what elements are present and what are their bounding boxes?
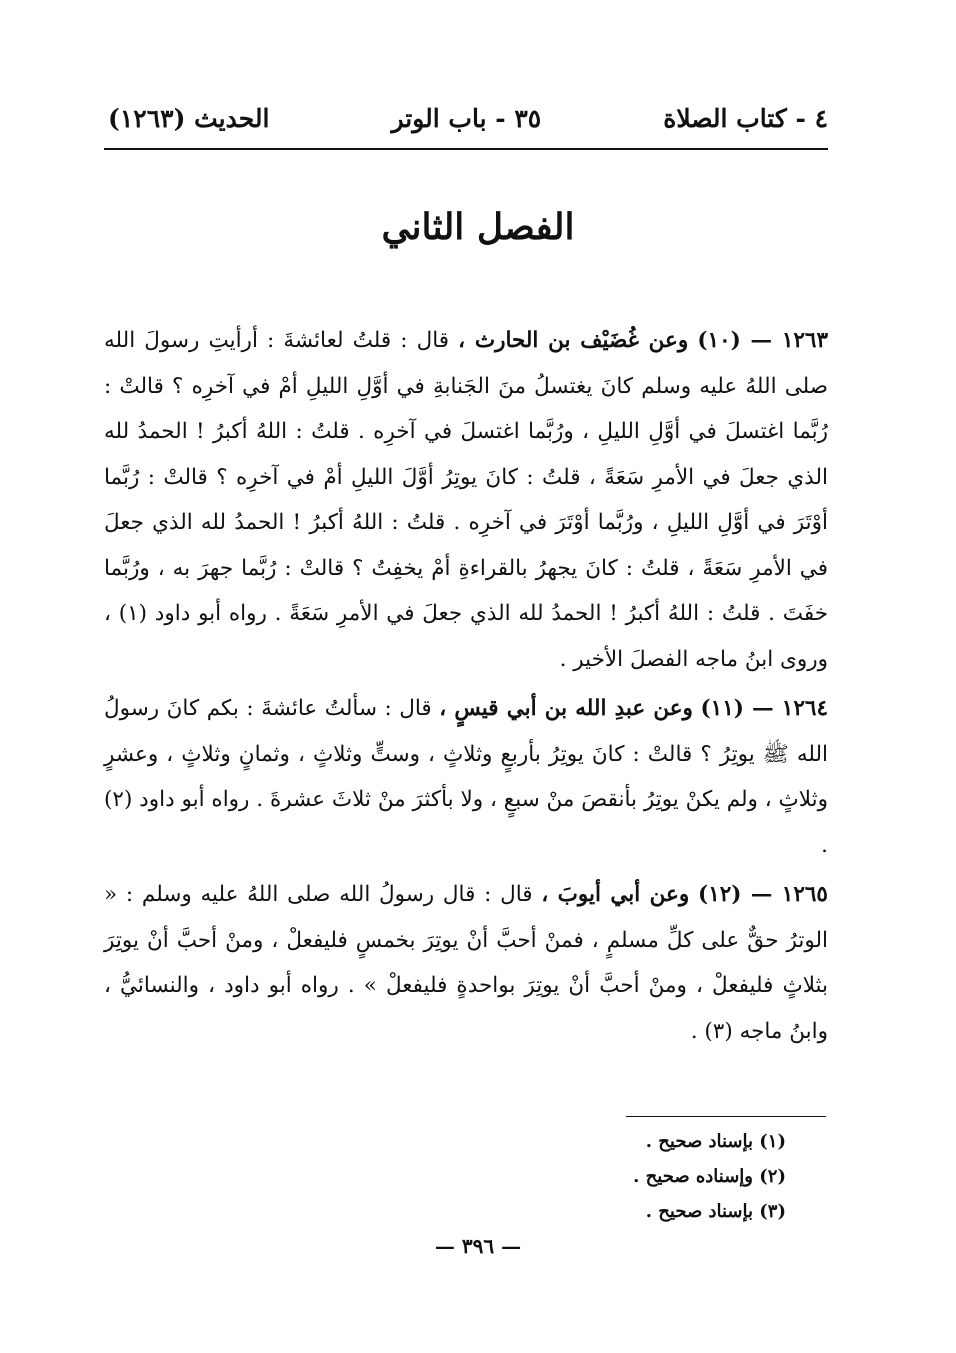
header-hadith-reference: الحديث (١٢٦٣) <box>108 103 270 133</box>
hadith-narrator: وعن عبدِ الله بن أبي قيسٍ ، <box>439 696 693 721</box>
footnote-1: (١) بإسناد صحيح . <box>645 1131 786 1152</box>
hadith-number: ١٢٦٥ — (١٢) <box>698 882 828 907</box>
page-number: — ٣٩٦ — <box>434 1234 522 1258</box>
header-divider <box>104 148 828 150</box>
hadith-number: ١٢٦٤ — (١١) <box>700 696 828 721</box>
footnote-divider <box>626 1116 826 1117</box>
footnote-2: (٢) وإسناده صحيح . <box>633 1166 786 1187</box>
hadith-text: قال : سألتُ عائشةَ : بكم كانَ رسولُ الله ﷺ يوتِرُ ؟ قالتْ : كانَ يوتِرُ بأربعٍ وثلاثٍ ، وستٍّ وثلاثٍ ، وثمانٍ وثلاثٍ ، وعشرٍ وثلاثٍ ، ولم يكنْ يوتِرُ بأنقصَ منْ سبعٍ ، ولا بأكثرَ منْ ثلاثَ عشرةَ . رواه أبو داود (٢) . <box>104 696 828 858</box>
footnote-3: (٣) بإسناد صحيح . <box>645 1201 786 1222</box>
hadith-1264 <box>104 686 828 868</box>
section-title: الفصل الثاني <box>381 206 575 248</box>
hadith-text: قال : قلتُ لعائشةَ : أرأيتِ رسولَ الله صلى اللهُ عليه وسلم كانَ يغتسلُ منَ الجَنابةِ في أوَّلِ الليلِ أمْ في آخرِه ؟ قالتْ : رُبَّما اغتسلَ في أوَّلِ الليلِ ، ورُبَّما اغتسلَ في آخرِه . قلتُ : اللهُ أكبرُ ! الحمدُ لله الذي جعلَ في الأمرِ سَعَةً ، قلتُ : كانَ يوتِرُ أوَّلَ الليلِ أمْ في آخرِه ؟ قالتْ : رُبَّما أوْتَرَ في أوَّلِ الليلِ ، ورُبَّما أوْتَرَ في آخرِه . قلتُ : اللهُ أكبرُ ! الحمدُ لله الذي جعلَ في الأمرِ سَعَةً ، قلتُ : كانَ يجهرُ بالقراءةِ أمْ يخفِتُ ؟ قالتْ : رُبَّما جهرَ به ، ورُبَّما خفَتَ . قلتُ : اللهُ أكبرُ ! الحمدُ لله الذي جعلَ في الأمرِ سَعَةً . رواه أبو داود (١) ، وروى ابنُ ماجه الفصلَ الأخير . <box>104 328 828 672</box>
hadith-text: قال : قال رسولُ الله صلى اللهُ عليه وسلم : « الوترُ حقٌّ على كلِّ مسلمٍ ، فمنْ أحبَّ أنْ يوتِرَ بخمسٍ فليفعلْ ، ومنْ أحبَّ أنْ يوتِرَ بثلاثٍ فليفعلْ ، ومنْ أحبَّ أنْ يوتِرَ بواحدةٍ فليفعلْ » . رواه أبو داود ، والنسائيُّ ، وابنُ ماجه (٣) . <box>104 882 828 1044</box>
header-chapter-title: ٣٥ - باب الوتر <box>391 103 542 133</box>
hadith-1263 <box>104 318 828 682</box>
main-text <box>104 318 828 1058</box>
hadith-number: ١٢٦٣ — (١٠) <box>697 328 829 353</box>
running-header <box>108 96 828 140</box>
footnotes <box>560 1124 786 1229</box>
header-book-title: ٤ - كتاب الصلاة <box>663 103 828 133</box>
hadith-narrator: وعن غُضَيْف بن الحارث ، <box>458 328 689 353</box>
hadith-narrator: وعن أبي أيوبَ ، <box>541 882 690 907</box>
hadith-1265 <box>104 872 828 1054</box>
